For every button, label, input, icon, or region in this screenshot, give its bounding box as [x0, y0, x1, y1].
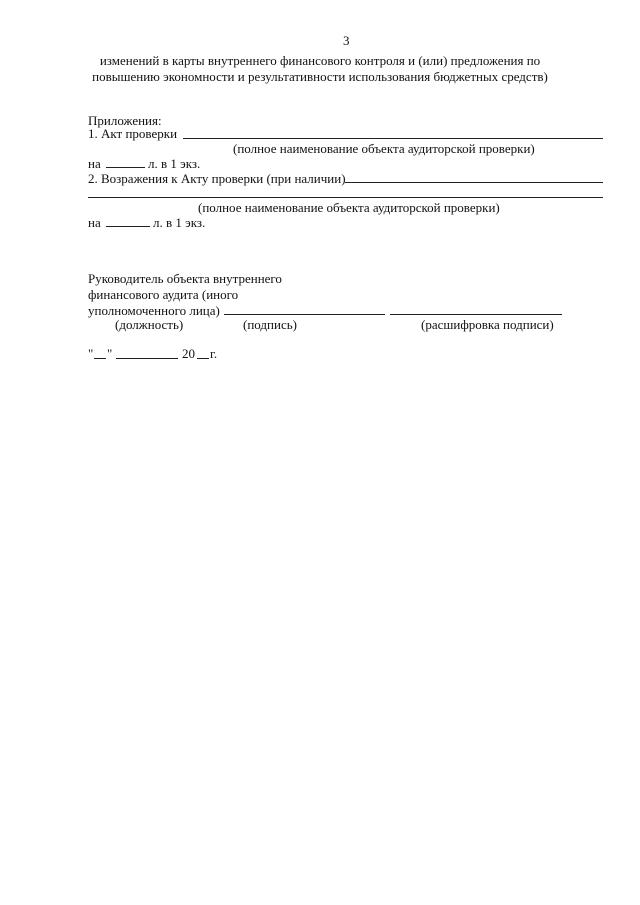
- attachment-1-sheets-line: [106, 167, 145, 168]
- attachment-1-name-line: [183, 138, 603, 139]
- continuation-line-1: изменений в карты внутреннего финансового контроля и (или) предложения по: [99, 53, 541, 68]
- signatory-title-line-1: Руководитель объекта внутреннего: [88, 271, 282, 286]
- attachment-2-sheets-line: [106, 226, 150, 227]
- attachment-2-label: 2. Возражения к Акту проверки (при наличии): [88, 171, 346, 186]
- attachment-1-caption: (полное наименование объекта аудиторской проверки): [233, 141, 535, 156]
- attachments-heading: Приложения:: [88, 113, 162, 128]
- signature-line: [224, 314, 385, 315]
- attachment-2-name-line: [345, 182, 603, 183]
- attachment-1-sheets-prefix: на: [88, 156, 101, 171]
- date-year-suffix: г.: [210, 346, 218, 361]
- attachment-2-name-line-2: [88, 197, 603, 198]
- date-day-line: [94, 358, 106, 359]
- date-year-line: [197, 358, 209, 359]
- date-month-line: [116, 358, 178, 359]
- attachment-1-sheets-suffix: л. в 1 экз.: [148, 156, 201, 171]
- continuation-line-2: повышению экономности и результативности использования бюджетных средств): [92, 69, 548, 84]
- attachment-2-sheets-suffix: л. в 1 экз.: [153, 215, 206, 230]
- attachment-1-label: 1. Акт проверки: [88, 126, 178, 141]
- date-year-prefix: 20: [182, 346, 195, 361]
- date-close-quote: ": [107, 346, 113, 361]
- caption-position: (должность): [115, 317, 184, 332]
- caption-decoding: (расшифровка подписи): [421, 317, 554, 332]
- attachment-2-caption: (полное наименование объекта аудиторской проверки): [198, 200, 500, 215]
- signatory-title-line-3: уполномоченного лица): [88, 303, 220, 318]
- caption-signature: (подпись): [243, 317, 297, 332]
- page-number: 3: [343, 33, 350, 48]
- signatory-title-line-2: финансового аудита (иного: [88, 287, 239, 302]
- signature-decoding-line: [390, 314, 562, 315]
- date-open-quote: ": [88, 346, 94, 361]
- attachment-2-sheets-prefix: на: [88, 215, 101, 230]
